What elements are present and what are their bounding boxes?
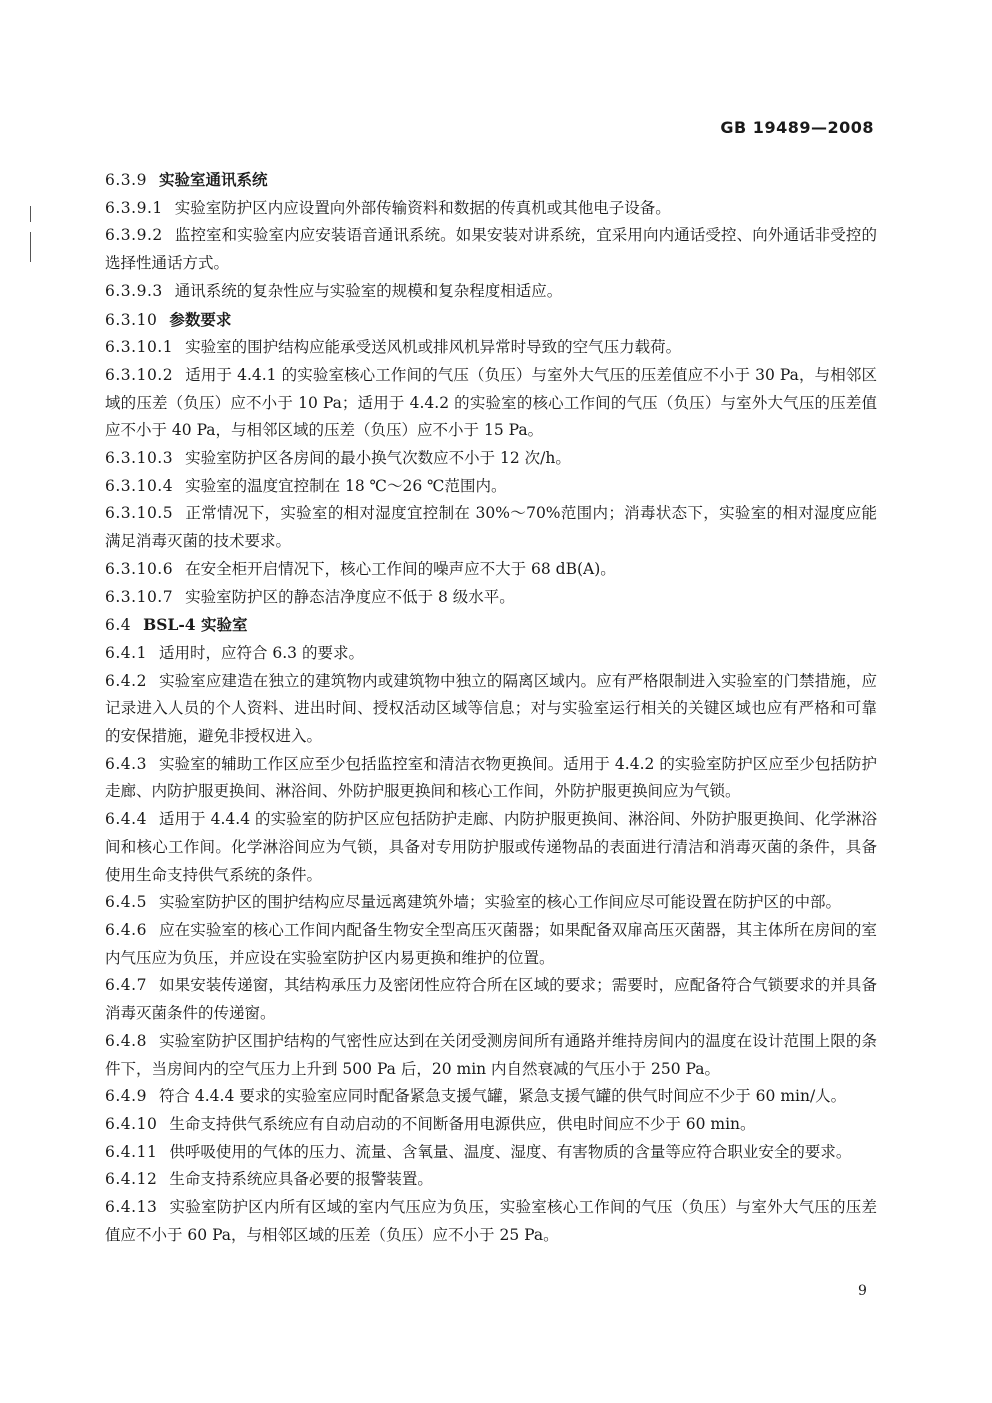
clause-text: 适用时，应符合 6.3 的要求。 — [158, 643, 364, 662]
clause-number: 6.4.4 — [105, 810, 147, 829]
clause-paragraph — [105, 195, 877, 223]
clause-number: 6.4.11 — [105, 1142, 158, 1161]
standard-number: GB 19489—2008 — [720, 118, 874, 137]
clause-number: 6.4.9 — [105, 1087, 147, 1106]
clause-text: 符合 4.4.4 要求的实验室应同时配备紧急支援气罐，紧急支援气罐的供气时间应不少于 60 min/人。 — [158, 1087, 847, 1106]
clause-number: 6.4.7 — [105, 976, 147, 995]
clause-text: 适用于 4.4.1 的实验室核心工作间的气压（负压）与室外大气压的压差值应不小于 30 Pa，与相邻区域的压差（负压）应不小于 10 Pa；适用于 4.4.2 的实验室的核心工作间的气压（负压）与室外大气压的压差值应不小于 40 Pa，与相邻区域的压差（负压）应不小于 15 Pa。 — [105, 365, 877, 440]
clause-number: 6.4.2 — [105, 671, 147, 690]
clause-number: 6.3.10.4 — [105, 476, 174, 495]
clause-number: 6.4.12 — [105, 1170, 158, 1189]
clause-text: 正常情况下，实验室的相对湿度宜控制在 30%～70%范围内；消毒状态下，实验室的相对湿度应能满足消毒灭菌的技术要求。 — [105, 504, 877, 551]
clause-text: 监控室和实验室内应安装语音通讯系统。如果安装对讲系统，宜采用向内通话受控、向外通话非受控的选择性通话方式。 — [105, 226, 877, 273]
clause-number: 6.3.10 — [105, 310, 158, 329]
clause-paragraph — [105, 972, 877, 1027]
clause-text: 实验室防护区围护结构的气密性应达到在关闭受测房间所有通路并维持房间内的温度在设计范围上限的条件下，当房间内的空气压力上升到 500 Pa 后，20 min 内自然衰减的气压小于 250 Pa。 — [105, 1031, 877, 1078]
clause-paragraph — [105, 362, 877, 445]
clause-paragraph — [105, 584, 877, 612]
clause-paragraph — [105, 500, 877, 555]
clause-number: 6.3.9 — [105, 171, 147, 189]
clause-number: 6.3.10.1 — [105, 338, 174, 357]
clause-number: 6.4.13 — [105, 1198, 158, 1217]
clause-number: 6.4.6 — [105, 920, 147, 939]
clause-text: 参数要求 — [169, 309, 232, 329]
clause-text: 实验室应建造在独立的建筑物内或建筑物中独立的隔离区域内。应有严格限制进入实验室的门禁措施，应记录进入人员的个人资料、进出时间、授权活动区域等信息；对与实验室运行相关的关键区域也应有严格和可靠的安保措施，避免非授权进入。 — [105, 671, 877, 746]
clause-paragraph — [105, 1028, 877, 1083]
clause-paragraph — [105, 556, 877, 584]
clause-number: 6.4.1 — [105, 643, 147, 662]
clause-text: 供呼吸使用的气体的压力、流量、含氧量、温度、湿度、有害物质的含量等应符合职业安全的要求。 — [169, 1142, 852, 1161]
document-body — [105, 166, 877, 1249]
clause-text: 适用于 4.4.4 的实验室的防护区应包括防护走廊、内防护服更换间、淋浴间、外防护服更换间、化学淋浴间和核心工作间。化学淋浴间应为气锁，具备对专用防护服或传递物品的表面进行清洁和消毒灭菌的条件，具备使用生命支持供气系统的条件。 — [105, 810, 877, 884]
clause-text: 实验室防护区各房间的最小换气次数应不小于 12 次/h。 — [185, 449, 571, 468]
clause-paragraph — [105, 668, 877, 751]
clause-text: 通讯系统的复杂性应与实验室的规模和复杂程度相适应。 — [174, 281, 563, 300]
clause-paragraph — [105, 222, 877, 277]
clause-text: 实验室的辅助工作区应至少包括监控室和清洁衣物更换间。适用于 4.4.2 的实验室防护区应至少包括防护走廊、内防护服更换间、淋浴间、外防护服更换间和核心工作间，外防护服更换间应为气锁。 — [105, 754, 877, 801]
clause-number: 6.3.10.2 — [105, 365, 174, 384]
clause-text: 实验室的围护结构应能承受送风机或排风机异常时导致的空气压力载荷。 — [185, 338, 682, 357]
clause-text: 生命支持系统应具备必要的报警装置。 — [169, 1170, 433, 1189]
clause-number: 6.4 — [105, 616, 132, 635]
section-heading — [105, 306, 877, 335]
clause-number: 6.4.10 — [105, 1114, 158, 1133]
clause-paragraph — [105, 806, 877, 889]
clause-text: 在安全柜开启情况下，核心工作间的噪声应不大于 68 dB(A)。 — [185, 559, 616, 578]
clause-text: 实验室通讯系统 — [158, 170, 268, 189]
revision-mark — [30, 232, 31, 262]
clause-paragraph — [105, 751, 877, 806]
clause-paragraph — [105, 1111, 877, 1139]
page-number: 9 — [858, 1283, 867, 1299]
clause-paragraph — [105, 445, 877, 473]
clause-number: 6.3.9.1 — [105, 198, 163, 217]
clause-text: 实验室防护区内应设置向外部传输资料和数据的传真机或其他电子设备。 — [174, 198, 671, 217]
clause-number: 6.3.10.6 — [105, 559, 174, 578]
clause-number: 6.3.10.7 — [105, 587, 174, 606]
clause-paragraph — [105, 473, 877, 501]
clause-number: 6.4.8 — [105, 1031, 147, 1050]
clause-text: 如果安装传递窗，其结构承压力及密闭性应符合所在区域的要求；需要时，应配备符合气锁要求的并具备消毒灭菌条件的传递窗。 — [105, 976, 877, 1023]
clause-text: 实验室防护区的静态洁净度应不低于 8 级水平。 — [185, 587, 515, 606]
clause-paragraph — [105, 1194, 877, 1249]
section-heading — [105, 166, 877, 195]
clause-paragraph — [105, 1166, 877, 1194]
clause-number: 6.4.5 — [105, 893, 147, 912]
clause-number: 6.3.9.2 — [105, 226, 163, 245]
clause-number: 6.3.10.3 — [105, 449, 174, 468]
clause-text: 实验室防护区的围护结构应尽量远离建筑外墙；实验室的核心工作间应尽可能设置在防护区的中部。 — [158, 893, 841, 912]
clause-paragraph — [105, 334, 877, 362]
clause-text: 应在实验室的核心工作间内配备生物安全型高压灭菌器；如果配备双扉高压灭菌器，其主体所在房间的室内气压应为负压，并应设在实验室防护区内易更换和维护的位置。 — [105, 920, 877, 967]
clause-paragraph — [105, 640, 877, 668]
clause-number: 6.3.10.5 — [105, 504, 174, 523]
revision-mark — [30, 206, 31, 222]
clause-text: 生命支持供气系统应有自动启动的不间断备用电源供应，供电时间应不少于 60 min。 — [169, 1114, 756, 1133]
clause-paragraph — [105, 889, 877, 917]
clause-number: 6.4.3 — [105, 754, 147, 773]
clause-paragraph — [105, 917, 877, 972]
section-heading — [105, 611, 877, 640]
clause-text: 实验室的温度宜控制在 18 ℃～26 ℃范围内。 — [185, 476, 507, 495]
clause-text: 实验室防护区内所有区域的室内气压应为负压，实验室核心工作间的气压（负压）与室外大气压的压差值应不小于 60 Pa，与相邻区域的压差（负压）应不小于 25 Pa。 — [105, 1198, 877, 1244]
clause-paragraph — [105, 1139, 877, 1167]
clause-paragraph — [105, 278, 877, 306]
clause-number: 6.3.9.3 — [105, 281, 163, 300]
clause-text: BSL-4 实验室 — [143, 615, 248, 635]
clause-paragraph — [105, 1083, 877, 1111]
